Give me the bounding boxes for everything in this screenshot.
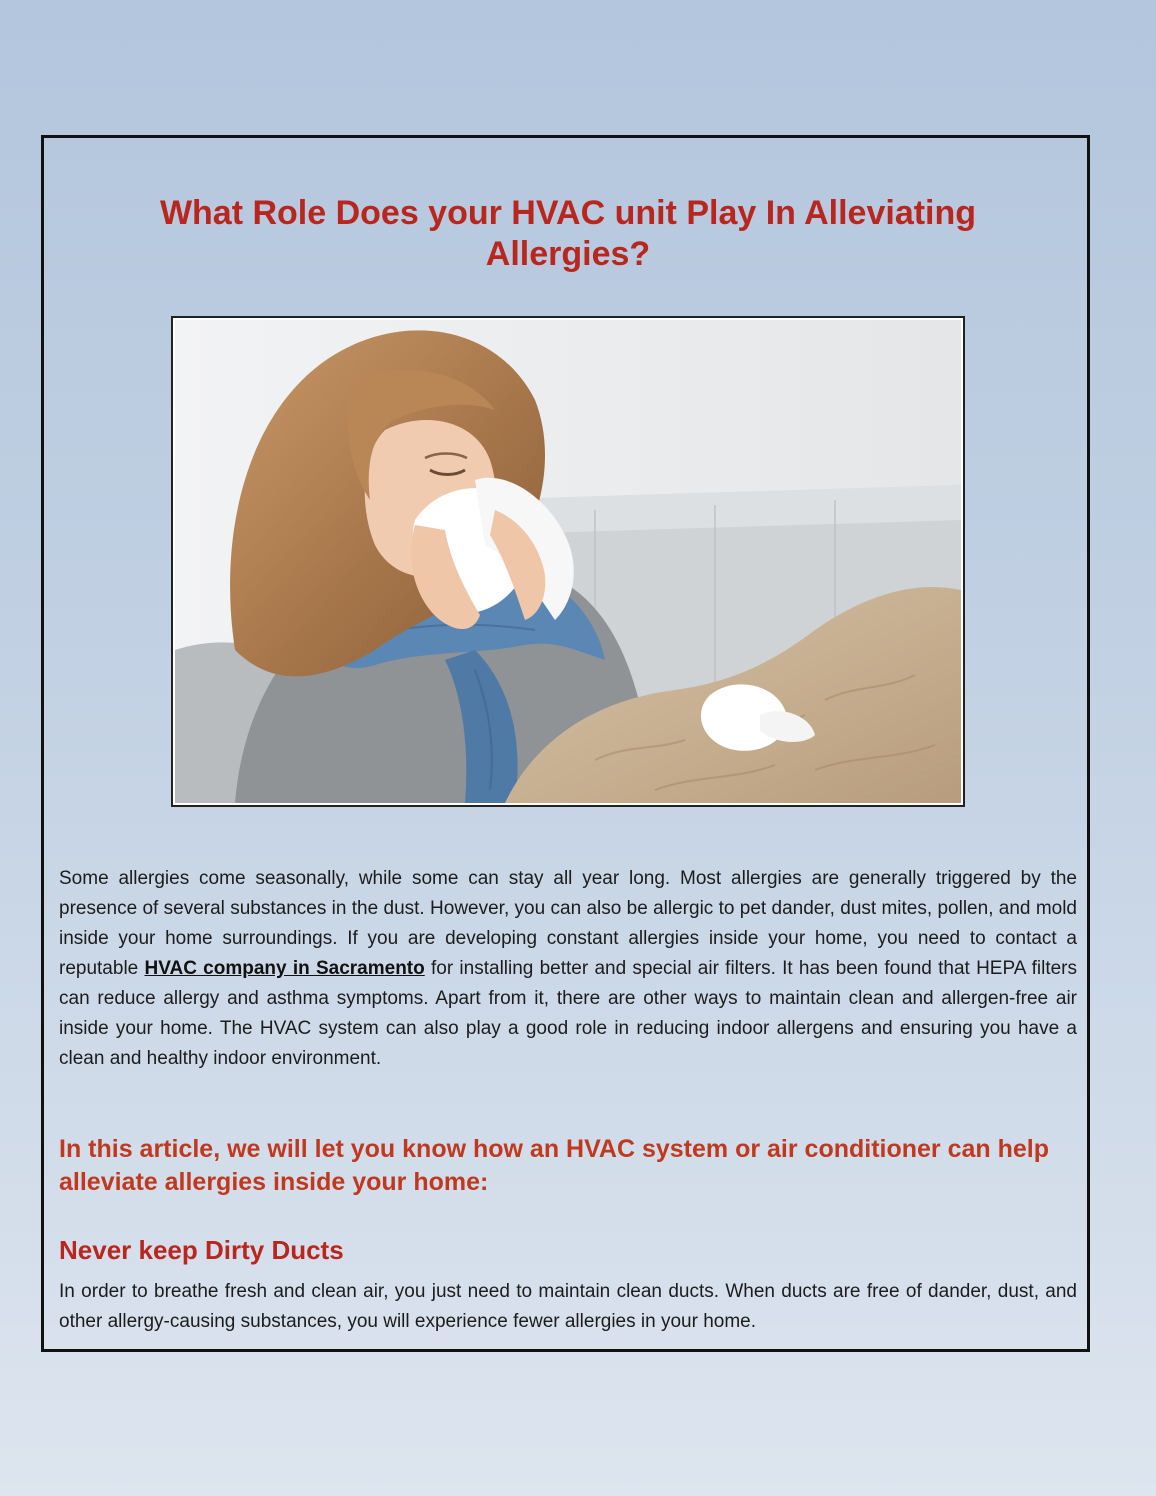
intro-paragraph — [59, 864, 1077, 1074]
intro-text-end: for installing better and special air filters. It has been found that HEPA filters can reduce allergy and asthma symptoms. Apart from it, there are other ways to maintain clean and allergen-free air inside your home. The HVAC system can also play a good role in reducing indoor allergens and ensuring you have a clean and healthy indoor environment. — [59, 958, 1077, 1069]
section-paragraph-dirty-ducts: In order to breathe fresh and clean air, you just need to maintain clean ducts. When ducts are free of dander, dust, and other allergy-causing substances, you will experience fewer allergies in your home. — [59, 1281, 1077, 1332]
hvac-company-link[interactable]: HVAC company in Sacramento — [144, 958, 425, 979]
page-title: What Role Does your HVAC unit Play In Alleviating Allergies? — [159, 194, 977, 273]
section-heading-dirty-ducts: Never keep Dirty Ducts — [59, 1235, 344, 1265]
article-subheading: In this article, we will let you know how an HVAC system or air conditioner can help alleviate allergies inside your home: — [59, 1135, 1050, 1196]
article-photo — [171, 316, 965, 807]
woman-blowing-nose-illustration — [175, 320, 961, 803]
intro-text-start: Some allergies come seasonally, while some can stay all year long. Most allergies are generally triggered by the presence of several substances in the dust. However, you can also be allergic to pet dander, dust mites, pollen, and mold inside your home surroundings. If you are developing constant allergies inside your home, you need to contact a reputable — [59, 868, 1077, 979]
